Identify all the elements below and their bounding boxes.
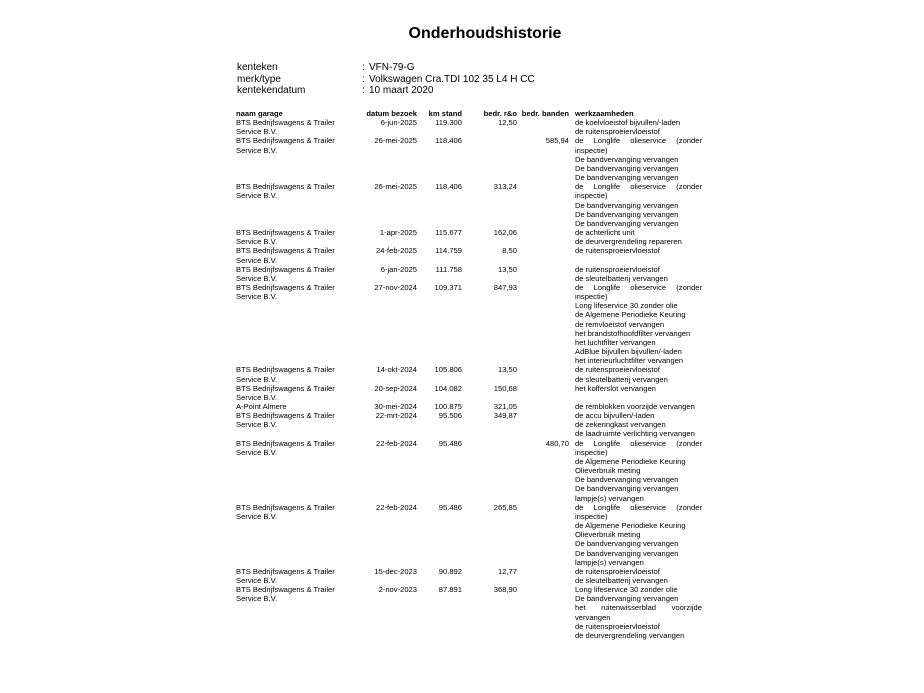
cell-garage — [236, 439, 359, 503]
work-line: De bandvervanging vervangen — [575, 475, 679, 485]
garage-line: BTS Bedrijfswagens & Trailer — [236, 502, 335, 512]
garage-line: Service B.V. — [236, 420, 278, 430]
work-line: inspectie) — [575, 191, 608, 201]
cell-garage — [236, 567, 359, 585]
cell-banden — [517, 384, 569, 402]
work-line: de ruitensproeiervloeistof — [575, 246, 660, 256]
work-line: de ruitensproeiervloeistof — [575, 127, 660, 137]
meta-separator: : — [362, 73, 365, 85]
garage-line: Service B.V. — [236, 594, 278, 604]
work-line: De bandvervanging vervangen — [575, 163, 679, 173]
cell-date: 22-feb-2024 — [376, 438, 417, 448]
work-line: de deurvergrendeling repareren — [575, 237, 682, 247]
work-line: De bandvervanging vervangen — [575, 484, 679, 494]
work-line: de sleutelbatterij vervangen — [575, 374, 668, 384]
cell-km: 111.758 — [435, 264, 462, 274]
work-line: lampje(s) vervangen — [575, 493, 644, 503]
cell-date: 26-mei-2025 — [374, 136, 417, 146]
work-line: het brandstofhoofdfilter vervangen — [575, 328, 691, 338]
work-line: De bandvervanging vervangen — [575, 173, 679, 183]
table-row — [236, 402, 702, 411]
table-row — [236, 411, 702, 438]
vehicle-info — [237, 62, 535, 97]
work-line: inspectie) — [575, 511, 608, 521]
work-line: lampje(s) vervangen — [575, 557, 644, 567]
work-line: de remvloeistof vervangen — [575, 319, 665, 329]
table-header-row — [236, 109, 702, 118]
cell-garage — [236, 182, 359, 228]
work-line: de Longlife olieservice (zonder — [575, 502, 702, 512]
cell-km: 87.891 — [438, 585, 462, 595]
garage-line: Service B.V. — [236, 127, 278, 137]
work-line: De bandvervanging vervangen — [575, 548, 679, 558]
cell-date: 22-feb-2024 — [376, 502, 417, 512]
cell-work — [575, 136, 702, 182]
cell-ro — [462, 136, 517, 182]
cell-work — [575, 265, 702, 283]
cell-km: 95.486 — [438, 438, 462, 448]
work-line: de sleutelbatterij vervangen — [575, 575, 668, 585]
garage-line: Service B.V. — [236, 392, 278, 402]
work-line: de Longlife olieservice (zonder — [575, 282, 702, 292]
cell-km: 105.806 — [434, 365, 462, 375]
cell-work — [575, 503, 702, 567]
cell-work — [575, 585, 702, 640]
cell-banden — [517, 118, 569, 136]
work-line: de accu bijvullen/-laden — [575, 411, 655, 421]
cell-date: 22-mrt-2024 — [375, 411, 417, 421]
work-line: de laadruimte verlichting vervangen — [575, 429, 695, 439]
cell-work — [575, 182, 702, 228]
cell-garage — [236, 402, 359, 411]
work-line: de ruitensproeiervloeistof — [575, 365, 660, 375]
cell-garage — [236, 246, 359, 264]
cell-ro: 265,85 — [493, 502, 517, 512]
header-km: km stand — [428, 109, 462, 118]
cell-km: 115.677 — [435, 228, 462, 238]
header-banden: bedr. banden — [521, 109, 569, 118]
table-row — [236, 384, 702, 402]
meta-label: merk/type — [237, 73, 281, 85]
cell-km: 118.406 — [435, 182, 462, 192]
meta-row — [237, 85, 535, 97]
cell-banden — [517, 246, 569, 264]
garage-line: BTS Bedrijfswagens & Trailer — [236, 411, 335, 421]
meta-value: VFN-79-G — [369, 62, 415, 73]
cell-work — [575, 402, 702, 411]
cell-date: 26-mei-2025 — [374, 182, 417, 192]
garage-line: BTS Bedrijfswagens & Trailer — [236, 282, 335, 292]
cell-date: 30-mei-2024 — [374, 402, 417, 411]
garage-line: Service B.V. — [236, 292, 278, 302]
cell-banden — [517, 585, 569, 640]
table-row — [236, 503, 702, 567]
garage-line: A-Point Almere — [236, 402, 287, 411]
header-work: werkzaamheden — [575, 109, 634, 118]
work-line: vervangen — [575, 612, 611, 622]
cell-work — [575, 228, 702, 246]
meta-row — [237, 62, 535, 74]
work-line: De bandvervanging vervangen — [575, 594, 679, 604]
garage-line: BTS Bedrijfswagens & Trailer — [236, 228, 335, 238]
cell-date: 14-okt-2024 — [376, 365, 417, 375]
cell-ro: 8,50 — [502, 246, 517, 256]
cell-km: 119.300 — [435, 118, 462, 128]
cell-garage — [236, 265, 359, 283]
cell-banden — [517, 567, 569, 585]
cell-garage — [236, 503, 359, 567]
cell-work — [575, 365, 702, 383]
work-line: de koelvloeistof bijvullen/-laden — [575, 118, 681, 128]
cell-banden — [517, 182, 569, 228]
table-row — [236, 283, 702, 365]
table-row — [236, 182, 702, 228]
cell-ro: 847,93 — [493, 282, 517, 292]
garage-line: Service B.V. — [236, 575, 278, 585]
cell-garage — [236, 283, 359, 365]
maintenance-table — [236, 109, 702, 640]
header-ro: bedr. r&o — [483, 109, 517, 118]
garage-line: Service B.V. — [236, 374, 278, 384]
work-line: De bandvervanging vervangen — [575, 539, 679, 549]
cell-work — [575, 283, 702, 365]
cell-ro: 13,50 — [497, 264, 517, 274]
table-row — [236, 585, 702, 640]
meta-separator: : — [362, 62, 365, 73]
garage-line: BTS Bedrijfswagens & Trailer — [236, 585, 335, 595]
meta-separator: : — [362, 85, 365, 96]
garage-line: Service B.V. — [236, 237, 278, 247]
work-line: de achterlicht unit — [575, 228, 635, 238]
table-row — [236, 265, 702, 283]
cell-ro — [462, 439, 517, 503]
cell-ro: 12,77 — [497, 566, 517, 576]
cell-garage — [236, 228, 359, 246]
work-line: Olieverbruik meting — [575, 466, 641, 476]
work-line: de Algemene Periodieke Keuring — [575, 521, 686, 531]
garage-line: Service B.V. — [236, 447, 278, 457]
cell-work — [575, 567, 702, 585]
cell-date: 6-jan-2025 — [380, 264, 417, 274]
cell-ro: 368,90 — [493, 585, 517, 595]
garage-line: BTS Bedrijfswagens & Trailer — [236, 264, 335, 274]
garage-line: BTS Bedrijfswagens & Trailer — [236, 365, 335, 375]
cell-km: 100.875 — [434, 402, 462, 411]
cell-km: 95.506 — [438, 411, 462, 421]
cell-date: 24-feb-2025 — [376, 246, 417, 256]
cell-km: 104.082 — [434, 383, 462, 393]
page-title: Onderhoudshistorie — [408, 25, 562, 42]
garage-line: BTS Bedrijfswagens & Trailer — [236, 246, 335, 256]
garage-line: BTS Bedrijfswagens & Trailer — [236, 118, 335, 128]
work-line: Olieverbruik meting — [575, 530, 641, 540]
garage-line: Service B.V. — [236, 191, 278, 201]
cell-ro: 162,06 — [493, 228, 517, 238]
cell-ro: 13,50 — [497, 365, 517, 375]
cell-garage — [236, 585, 359, 640]
header-date: datum bezoek — [366, 109, 417, 118]
meta-value: Volkswagen Cra.TDI 102 35 L4 H CC — [369, 73, 535, 85]
work-line: AdBlue bijvullen bijvullen/-laden — [575, 347, 682, 357]
meta-label: kentekendatum — [237, 85, 306, 96]
work-line: het interieurluchtfilter vervangen — [575, 356, 684, 366]
cell-garage — [236, 118, 359, 136]
work-line: de ruitensproeiervloeistof — [575, 264, 660, 274]
cell-ro: 12,50 — [497, 118, 517, 128]
work-line: de deurvergrendeling vervangen — [575, 630, 685, 640]
work-line: het luchtfilter vervangen — [575, 337, 656, 347]
work-line: de ruitensproeiervloeistof — [575, 566, 660, 576]
cell-ro: 349,87 — [493, 411, 517, 421]
table-row — [236, 567, 702, 585]
cell-date: 1-apr-2025 — [379, 228, 417, 238]
work-line: de Algemene Periodieke Keuring — [575, 310, 686, 320]
cell-ro: 313,24 — [493, 182, 517, 192]
cell-work — [575, 118, 702, 136]
garage-line: Service B.V. — [236, 145, 278, 155]
meta-row — [237, 74, 535, 86]
work-line: De bandvervanging vervangen — [575, 209, 679, 219]
cell-banden: 480,70 — [545, 438, 569, 448]
garage-line: Service B.V. — [236, 255, 278, 265]
cell-km: 90.892 — [438, 566, 462, 576]
table-row — [236, 136, 702, 182]
garage-line: Service B.V. — [236, 273, 278, 283]
garage-line: Service B.V. — [236, 511, 278, 521]
table-row — [236, 118, 702, 136]
cell-banden — [517, 365, 569, 383]
work-line: de remblokken voorzijde vervangen — [575, 402, 695, 411]
cell-km: 118.406 — [435, 136, 462, 146]
cell-banden — [517, 402, 569, 411]
cell-garage — [236, 365, 359, 383]
work-line: het kofferslot vervangen — [575, 383, 656, 393]
cell-km: 95.486 — [438, 502, 462, 512]
work-line: De bandvervanging vervangen — [575, 218, 679, 228]
cell-work — [575, 411, 702, 438]
cell-km: 114.759 — [435, 246, 462, 256]
cell-garage — [236, 411, 359, 438]
garage-line: BTS Bedrijfswagens & Trailer — [236, 438, 335, 448]
garage-line: BTS Bedrijfswagens & Trailer — [236, 383, 335, 393]
meta-value: 10 maart 2020 — [369, 85, 434, 96]
cell-work — [575, 439, 702, 503]
cell-banden — [517, 503, 569, 567]
table-row — [236, 246, 702, 264]
garage-line: BTS Bedrijfswagens & Trailer — [236, 566, 335, 576]
meta-label: kenteken — [237, 62, 278, 73]
cell-work — [575, 246, 702, 264]
work-line: de Longlife olieservice (zonder — [575, 438, 702, 448]
cell-banden — [517, 265, 569, 283]
cell-banden: 585,94 — [545, 136, 569, 146]
cell-ro: 150,68 — [493, 383, 517, 393]
table-row — [236, 228, 702, 246]
work-line: het ruitenwisserblad voorzijde — [575, 603, 702, 613]
work-line: de Longlife olieservice (zonder — [575, 182, 702, 192]
garage-line: BTS Bedrijfswagens & Trailer — [236, 182, 335, 192]
cell-date: 27-nov-2024 — [374, 282, 417, 292]
cell-date: 6-jun-2025 — [380, 118, 417, 128]
work-line: inspectie) — [575, 447, 608, 457]
work-line: inspectie) — [575, 145, 608, 155]
cell-work — [575, 384, 702, 402]
cell-ro: 321,05 — [493, 402, 517, 411]
cell-banden — [517, 283, 569, 365]
work-line: De bandvervanging vervangen — [575, 154, 679, 164]
work-line: de ruitensproeiervloeistof — [575, 621, 660, 631]
cell-garage — [236, 136, 359, 182]
work-line: de zekeringkast vervangen — [575, 420, 666, 430]
table-row — [236, 365, 702, 383]
work-line: de sleutelbatterij vervangen — [575, 273, 668, 283]
cell-date: 2-nov-2023 — [378, 585, 417, 595]
cell-banden — [517, 228, 569, 246]
work-line: Long lifeservice 30 zonder olie — [575, 585, 678, 595]
work-line: Long lifeservice 30 zonder olie — [575, 301, 678, 311]
cell-km: 109.371 — [434, 282, 462, 292]
garage-line: BTS Bedrijfswagens & Trailer — [236, 136, 335, 146]
header-garage: naam garage — [236, 109, 283, 118]
cell-garage — [236, 384, 359, 402]
cell-banden — [517, 411, 569, 438]
work-line: inspectie) — [575, 292, 608, 302]
cell-date: 15-dec-2023 — [374, 566, 417, 576]
work-line: de Algemene Periodieke Keuring — [575, 456, 686, 466]
table-row — [236, 439, 702, 503]
work-line: de Longlife olieservice (zonder — [575, 136, 702, 146]
work-line: De bandvervanging vervangen — [575, 200, 679, 210]
cell-date: 20-sep-2024 — [374, 383, 417, 393]
